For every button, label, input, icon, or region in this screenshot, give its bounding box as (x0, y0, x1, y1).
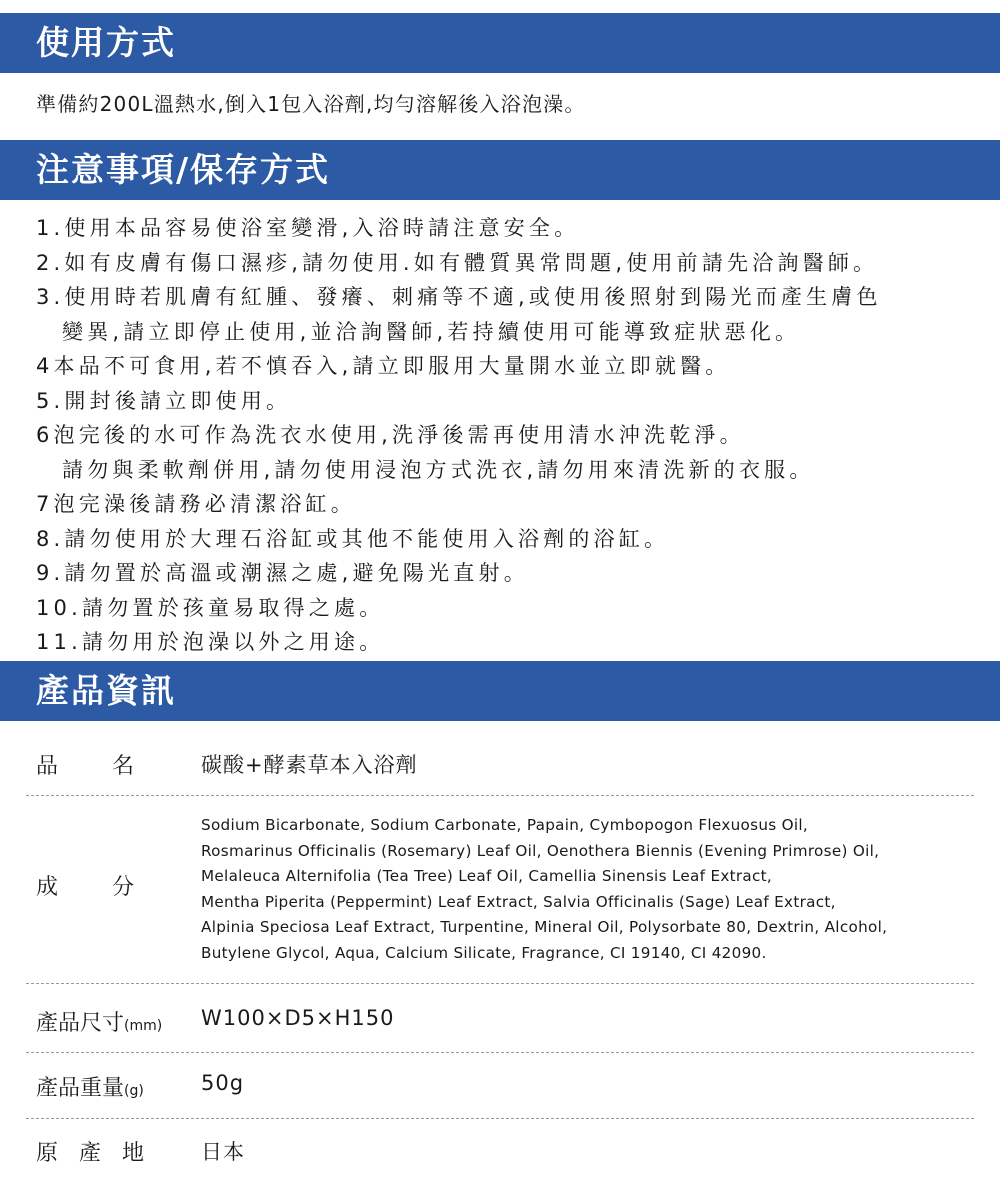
note-item: 7泡完澡後請務必清潔浴缸。 (36, 492, 356, 516)
note-item-continuation: 變異,請立即停止使用,並洽詢醫師,若持續使用可能導致症狀惡化。 (62, 319, 801, 344)
divider (26, 795, 974, 796)
product-info-header (0, 661, 1000, 721)
size-value: W100×D5×H150 (201, 1006, 395, 1030)
size-label (36, 1006, 162, 1037)
note-item: 6泡完後的水可作為洗衣水使用,洗淨後需再使用清水沖洗乾淨。 (36, 423, 745, 447)
product-name-value: 碳酸+酵素草本入浴劑 (201, 753, 418, 777)
weight-unit: (g) (124, 1083, 144, 1099)
divider (26, 1052, 974, 1053)
product-info-title: 產品資訊 (36, 671, 176, 710)
size-label-text: 產品尺寸 (36, 1011, 125, 1036)
note-item: 9.請勿置於高溫或潮濕之處,避免陽光直射。 (36, 561, 529, 585)
ingredients-line: Alpinia Speciosa Leaf Extract, Turpentine, Mineral Oil, Polysorbate 80, Dextrin, Alcohol, (201, 918, 888, 937)
ingredients-line: Melaleuca Alternifolia (Tea Tree) Leaf Oil, Camellia Sinensis Leaf Extract, (201, 867, 773, 886)
note-item-continuation: 請勿與柔軟劑併用,請勿使用浸泡方式洗衣,請勿用來清洗新的衣服。 (62, 457, 815, 482)
note-item: 5.開封後請立即使用。 (36, 388, 292, 413)
note-item: 4本品不可食用,若不慎吞入,請立即服用大量開水並立即就醫。 (36, 354, 731, 378)
weight-label (36, 1071, 144, 1102)
note-item: 2.如有皮膚有傷口濕疹,請勿使用.如有體質異常問題,使用前請先洽詢醫師。 (36, 250, 879, 275)
note-item: 11.請勿用於泡澡以外之用途。 (36, 630, 385, 654)
size-unit: (mm) (124, 1018, 163, 1034)
origin-label: 原產地 (36, 1141, 166, 1166)
ingredients-line: Sodium Bicarbonate, Sodium Carbonate, Papain, Cymbopogon Flexuosus Oil, (201, 816, 809, 834)
ingredients-list (201, 813, 981, 967)
usage-title: 使用方式 (36, 23, 176, 62)
usage-text: 準備約200L溫熱水,倒入1包入浴劑,均勻溶解後入浴泡澡。 (36, 92, 586, 116)
usage-header (0, 13, 1000, 73)
note-item: 8.請勿使用於大理石浴缸或其他不能使用入浴劑的浴缸。 (36, 526, 670, 551)
note-item: 1.使用本品容易使浴室變滑,入浴時請注意安全。 (36, 216, 580, 240)
weight-label-text: 產品重量 (36, 1076, 125, 1101)
divider (26, 1118, 974, 1119)
ingredients-line: Butylene Glycol, Aqua, Calcium Silicate, Fragrance, CI 19140, CI 42090. (201, 943, 767, 962)
notes-header (0, 140, 1000, 200)
notes-list (36, 211, 976, 660)
divider (26, 983, 974, 984)
note-item: 3.使用時若肌膚有紅腫、發癢、刺痛等不適,或使用後照射到陽光而產生膚色 (36, 285, 882, 309)
weight-value: 50g (201, 1071, 245, 1095)
product-name-label: 品名 (36, 754, 189, 779)
notes-title: 注意事項/保存方式 (36, 150, 331, 189)
ingredients-label: 成分 (36, 875, 189, 900)
origin-value: 日本 (201, 1140, 245, 1164)
ingredients-line: Rosmarinus Officinalis (Rosemary) Leaf Oil, Oenothera Biennis (Evening Primrose) Oil, (201, 841, 880, 860)
note-item: 10.請勿置於孩童易取得之處。 (36, 595, 385, 620)
ingredients-line: Mentha Piperita (Peppermint) Leaf Extract, Salvia Officinalis (Sage) Leaf Extract, (201, 892, 836, 911)
